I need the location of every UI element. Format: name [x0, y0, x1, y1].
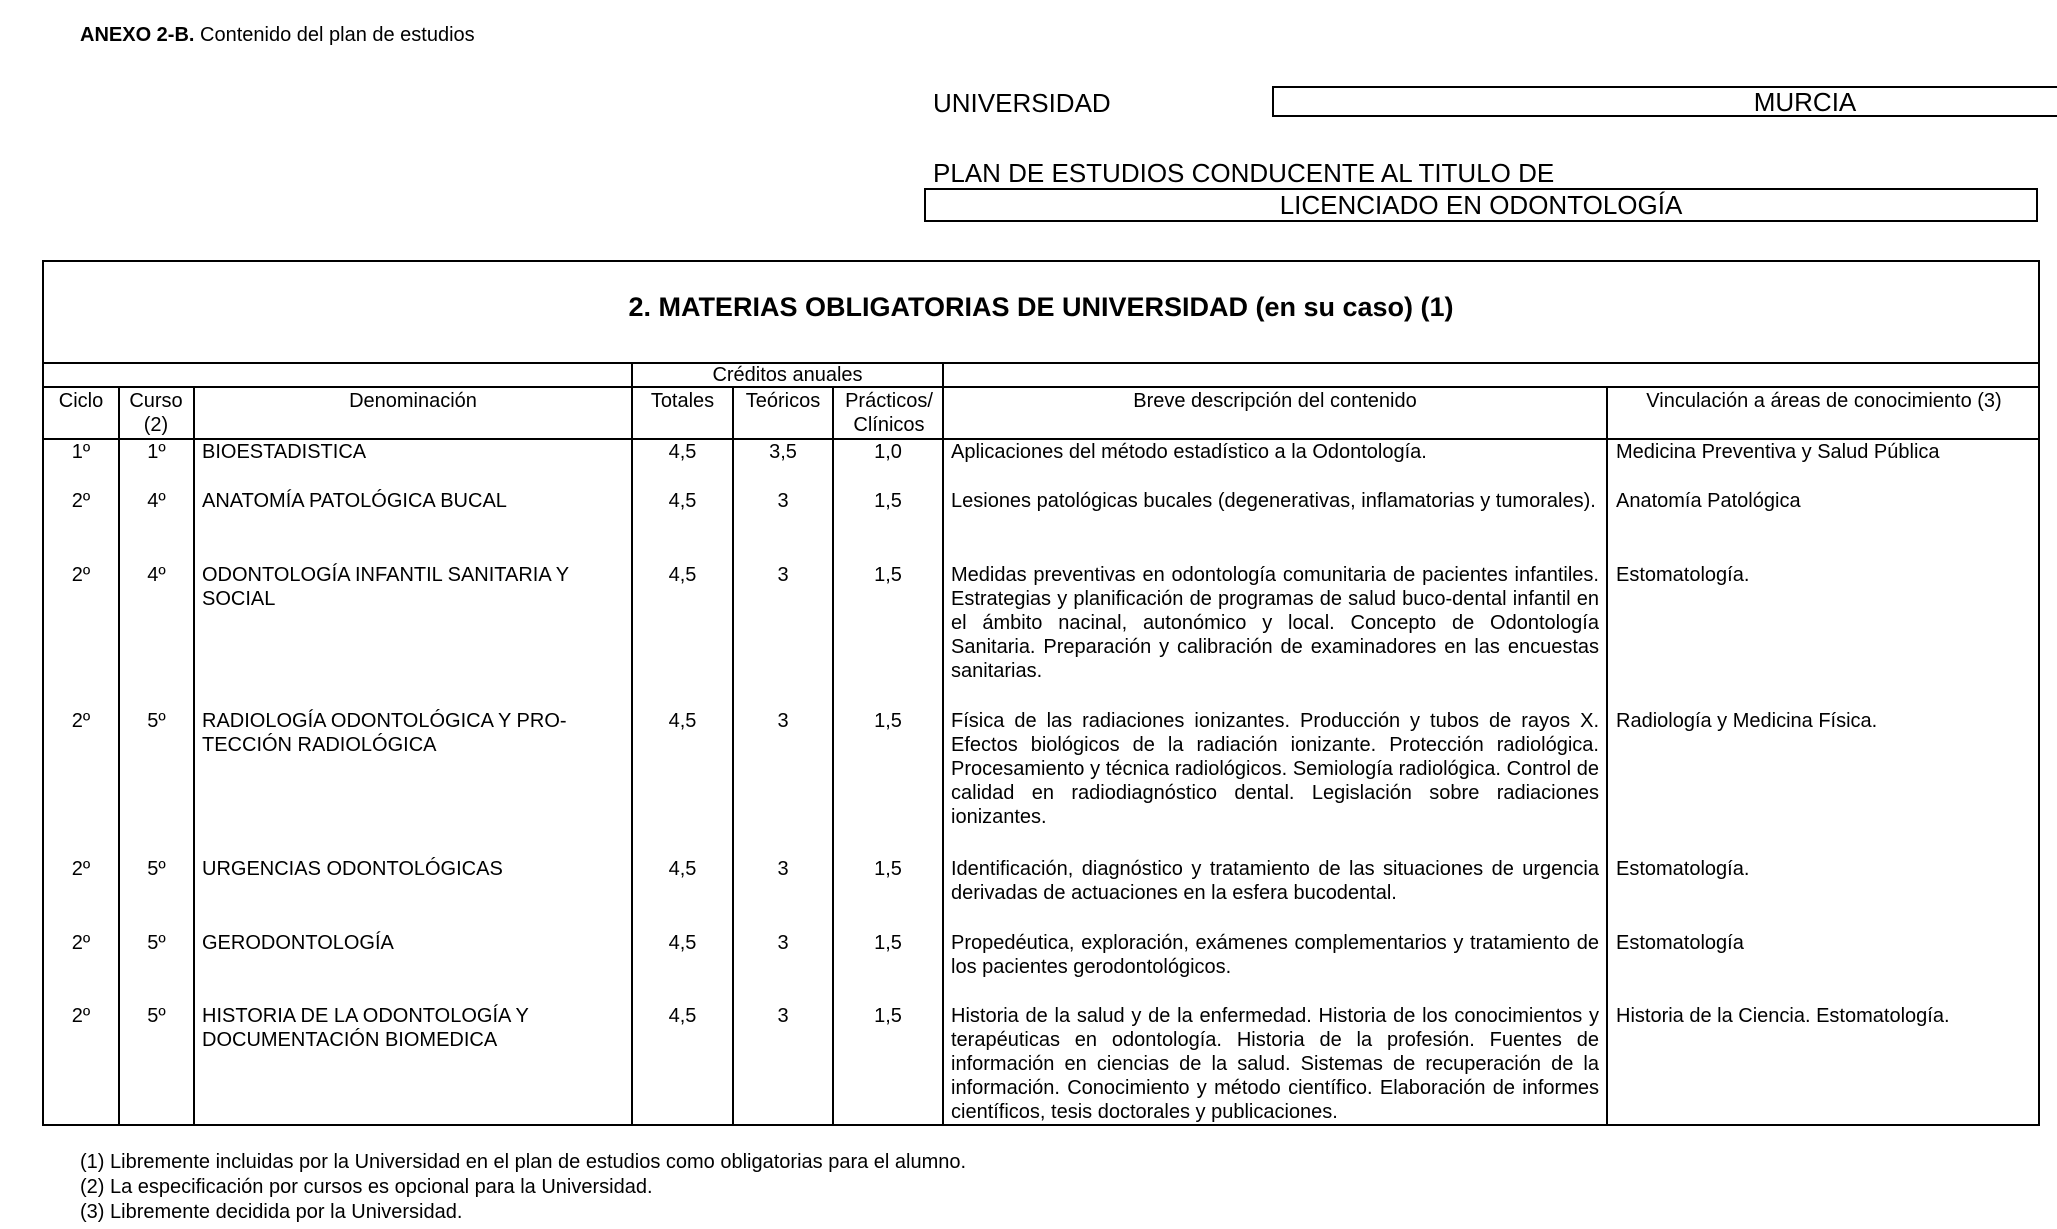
cell-ciclo: 2º [71, 564, 91, 586]
cell-totales: 4,5 [668, 564, 697, 586]
cell-denominacion: URGENCIAS ODONTOLÓGICAS [202, 858, 503, 880]
cell-vinculacion: Estomatología. [1616, 564, 1750, 586]
col-totales: Totales [650, 390, 715, 412]
cell-descripcion: Física de las radiaciones ionizantes. Producción y tubos de rayos X. Efectos biológicos de la radiación ionizante. Protección radiológica. Procesamiento y técnica radiológicos. Semiología radiológica. Control de calidad en radiodiagnóstico dental. Legislación sobre radiaciones ionizantes. [951, 710, 1599, 828]
cell-curso: 1º [147, 441, 166, 463]
cell-vinculacion: Medicina Preventiva y Salud Pública [1616, 441, 1940, 463]
cell-practicos: 1,5 [874, 932, 902, 954]
col-denominacion: Denominación [349, 390, 477, 412]
cell-ciclo: 2º [71, 858, 91, 880]
cell-teoricos: 3,5 [769, 441, 797, 463]
col-teoricos: Teóricos [745, 390, 821, 412]
annex-subtitle: Contenido del plan de estudios [194, 24, 475, 46]
cell-curso: 4º [147, 564, 166, 586]
credits-group-header: Créditos anuales [712, 364, 863, 386]
cell-denominacion: ODONTOLOGÍA INFANTIL SANITARIA Y SOCIAL [202, 564, 569, 610]
cell-denominacion: GERODONTOLOGÍA [202, 932, 394, 954]
rule-v [1606, 386, 1608, 1124]
rule-v [193, 386, 195, 1124]
cell-totales: 4,5 [668, 441, 697, 463]
rule-credits-group [44, 386, 2038, 388]
cell-descripcion: Propedéutica, exploración, exámenes complementarios y tratamiento de los pacientes gerodontológicos. [951, 932, 1599, 978]
cell-totales: 4,5 [668, 1005, 697, 1027]
cell-teoricos: 3 [777, 1005, 789, 1027]
cell-descripcion: Medidas preventivas en odontología comunitaria de pacientes infantiles. Estrategias y planificación de programas de salud buco-dental infantil en el ámbito nacinal, autonómico y local. Concepto de Odontología Sanitaria. Preparación y calibración de examinadores en las encuestas sanitarias. [951, 564, 1599, 682]
rule-v [942, 362, 944, 1124]
cell-totales: 4,5 [668, 710, 697, 732]
cell-denominacion: RADIOLOGÍA ODONTOLÓGICA Y PRO-TECCIÓN RADIOLÓGICA [202, 710, 567, 756]
university-label: UNIVERSIDAD [933, 88, 1111, 118]
col-ciclo: Ciclo [58, 390, 104, 412]
cell-descripcion: Aplicaciones del método estadístico a la Odontología. [951, 441, 1427, 463]
cell-teoricos: 3 [777, 564, 789, 586]
cell-curso: 5º [147, 932, 166, 954]
cell-teoricos: 3 [777, 858, 789, 880]
cell-totales: 4,5 [668, 932, 697, 954]
cell-denominacion: HISTORIA DE LA ODONTOLOGÍA Y DOCUMENTACIÓN BIOMEDICA [202, 1005, 529, 1051]
plan-label: PLAN DE ESTUDIOS CONDUCENTE AL TITULO DE [933, 158, 1555, 188]
cell-teoricos: 3 [777, 710, 789, 732]
col-curso: Curso (2) [129, 390, 183, 436]
cell-practicos: 1,5 [874, 490, 902, 512]
subjects-table [42, 260, 2040, 1126]
cell-ciclo: 2º [71, 932, 91, 954]
cell-curso: 5º [147, 1005, 166, 1027]
cell-curso: 5º [147, 710, 166, 732]
cell-vinculacion: Historia de la Ciencia. Estomatología. [1616, 1005, 1950, 1027]
cell-curso: 4º [147, 490, 166, 512]
cell-practicos: 1,5 [874, 1005, 902, 1027]
cell-ciclo: 2º [71, 490, 91, 512]
cell-vinculacion: Estomatología [1616, 932, 1744, 954]
rule-title [44, 362, 2038, 364]
cell-descripcion: Identificación, diagnóstico y tratamiento de las situaciones de urgencia derivadas de actuaciones en la esfera bucodental. [951, 858, 1599, 904]
cell-vinculacion: Radiología y Medicina Física. [1616, 710, 1878, 732]
annex-heading [80, 24, 475, 47]
cell-curso: 5º [147, 858, 166, 880]
cell-ciclo: 2º [71, 1005, 91, 1027]
cell-ciclo: 1º [71, 441, 91, 463]
degree-value: LICENCIADO EN ODONTOLOGÍA [924, 188, 2038, 222]
footnote: (2) La especificación por cursos es opcional para la Universidad. [80, 1176, 653, 1198]
cell-totales: 4,5 [668, 858, 697, 880]
footnote: (1) Libremente incluidas por la Universidad en el plan de estudios como obligatorias para el alumno. [80, 1151, 967, 1173]
annex-label: ANEXO 2-B. [80, 24, 195, 46]
col-vinculacion: Vinculación a áreas de conocimiento (3) [1646, 390, 2002, 412]
cell-practicos: 1,5 [874, 564, 902, 586]
cell-denominacion: ANATOMÍA PATOLÓGICA BUCAL [202, 490, 507, 512]
col-practicos: Prácticos/ Clínicos [845, 390, 933, 436]
footnote: (3) Libremente decidida por la Universidad. [80, 1201, 463, 1223]
cell-descripcion: Historia de la salud y de la enfermedad. Historia de los conocimientos y terapéuticas en odontología. Historia de la profesión. Fuentes de información en ciencias de la salud. Sistemas de recuperación de la información. Conocimiento y método científico. Elaboración de informes científicos, tesis doctorales y publicaciones. [951, 1005, 1599, 1123]
cell-teoricos: 3 [777, 932, 789, 954]
col-descripcion: Breve descripción del contenido [1133, 390, 1417, 412]
cell-practicos: 1,5 [874, 858, 902, 880]
cell-descripcion: Lesiones patológicas bucales (degenerativas, inflamatorias y tumorales). [951, 490, 1596, 512]
footnotes [80, 1150, 966, 1225]
cell-ciclo: 2º [71, 710, 91, 732]
cell-teoricos: 3 [777, 490, 789, 512]
university-value: MURCIA [1272, 86, 2057, 117]
cell-practicos: 1,0 [874, 441, 902, 463]
cell-vinculacion: Anatomía Patológica [1616, 490, 1801, 512]
cell-denominacion: BIOESTADISTICA [202, 441, 367, 463]
cell-vinculacion: Estomatología. [1616, 858, 1750, 880]
section-title: 2. MATERIAS OBLIGATORIAS DE UNIVERSIDAD (en su caso) (1) [628, 292, 1454, 322]
cell-practicos: 1,5 [874, 710, 902, 732]
cell-totales: 4,5 [668, 490, 697, 512]
